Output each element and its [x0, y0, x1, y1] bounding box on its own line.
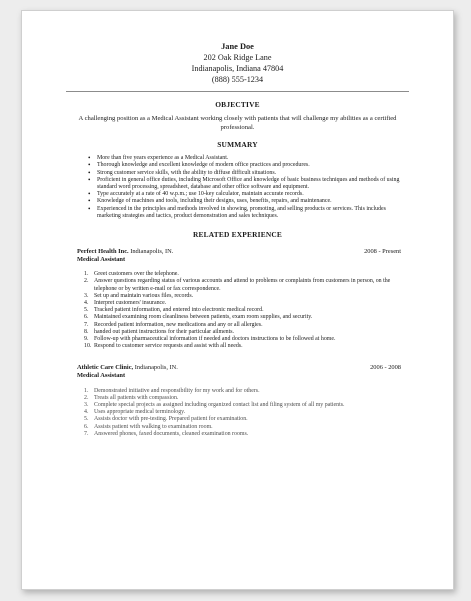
duty-item: 1. Greet customers over the telephone. — [84, 271, 179, 278]
duty-item: 6. Maintained examining room cleanliness between patients, exam room supplies, and security. — [84, 314, 313, 321]
job-entry — [77, 364, 401, 379]
duty-item: 4. Uses appropriate medical terminology. — [84, 409, 186, 416]
summary-item: • Type accurately at a rate of 40 w.p.m.; use 10-key calculator, maintain accurate records. — [88, 191, 401, 198]
summary-heading: SUMMARY — [217, 140, 258, 150]
duty-item: 5. Assists doctor with pre-testing. Prepared patient for examination. — [84, 416, 248, 423]
job-duties-list — [84, 388, 401, 438]
duty-item: 7. Answered phones, faxed documents, cleaned examination rooms. — [84, 430, 249, 437]
city-state-zip: Indianapolis, Indiana 47804 — [191, 64, 284, 73]
duty-item: 2. Treats all patients with compassion. — [84, 394, 179, 401]
duty-item: 6. Assists patient with walking to examination room. — [84, 423, 213, 430]
duty-item: 8. handed out patient instructions for their particular ailments. — [84, 328, 235, 335]
job-employer: Athletic Care Clinic, — [77, 364, 134, 372]
duty-item: 4. Interpret customers' insurance. — [84, 300, 167, 307]
job-location: Indianapolis, IN. — [133, 364, 178, 372]
summary-item: • More than five years experience as a Medical Assistant. — [88, 155, 401, 162]
street-address: 202 Oak Ridge Lane — [203, 53, 272, 62]
header-divider — [66, 91, 409, 92]
objective-text: A challenging position as a Medical Assistant working closely with patients that will challenge my abilities as a certified professional. — [78, 115, 397, 131]
duty-item: 2. Answer questions regarding status of various accounts and attend to problems or complaints from customers in person, on the telephone or by written e-mail or fax correspondence. — [84, 278, 391, 292]
duty-item: 9. Follow-up with pharmaceutical information if needed and doctors instructions to be followed at home. — [84, 336, 336, 343]
phone-number: (888) 555-1234 — [211, 75, 264, 84]
experience-heading: RELATED EXPERIENCE — [192, 230, 283, 240]
summary-item: • Experienced in the principles and methods involved in showing, promoting, and selling products or services. This includes marketing strategies and tactics, product demonstration and sales techniques. — [88, 206, 401, 220]
summary-item: • Strong customer service skills, with the ability to diffuse difficult situations. — [88, 170, 401, 177]
applicant-name: Jane Doe — [221, 42, 254, 51]
job-dates: 2006 - 2008 — [370, 364, 401, 372]
summary-item: • Proficient in general office duties, including Microsoft Office and knowledge of basic business techniques and methods of using standard word processing, spreadsheet, database and other office software and equipment. — [88, 177, 401, 191]
job-employer-location — [77, 248, 173, 256]
contact-header — [22, 41, 453, 85]
job-dates: 2008 - Present — [364, 248, 401, 256]
summary-item: • Thorough knowledge and excellent knowledge of modern office practices and procedures. — [88, 162, 401, 169]
duty-item: 3. Complete special projects as assigned including organized contact list and filing system of all my patients. — [84, 402, 345, 409]
job-title: Medical Assistant — [77, 255, 126, 263]
duty-item: 7. Recorded patient information, new medications and any or all allergies. — [84, 321, 263, 328]
duty-item: 3. Set up and maintain various files, records. — [84, 292, 194, 299]
duty-item: 5. Tracked patient information, and entered into electronic medical record. — [84, 307, 264, 314]
duty-item: 1. Demonstrated initiative and responsibility for my work and for others. — [84, 387, 260, 394]
job-location: Indianapolis, IN. — [128, 248, 174, 256]
job-employer: Perfect Health Inc. — [77, 248, 129, 256]
summary-item: • Knowledge of machines and tools, including their designs, uses, benefits, repairs, and maintenance. — [88, 198, 401, 205]
job-header — [77, 364, 401, 372]
summary-list — [88, 155, 401, 220]
job-header — [77, 248, 401, 256]
job-title: Medical Assistant — [77, 372, 126, 380]
job-employer-location — [77, 364, 178, 372]
objective-heading: OBJECTIVE — [215, 100, 260, 109]
job-entry — [77, 248, 401, 263]
duty-item: 10. Respond to customer service requests and assist with all needs. — [84, 343, 243, 350]
resume-page — [21, 10, 454, 590]
job-duties-list — [84, 271, 401, 350]
